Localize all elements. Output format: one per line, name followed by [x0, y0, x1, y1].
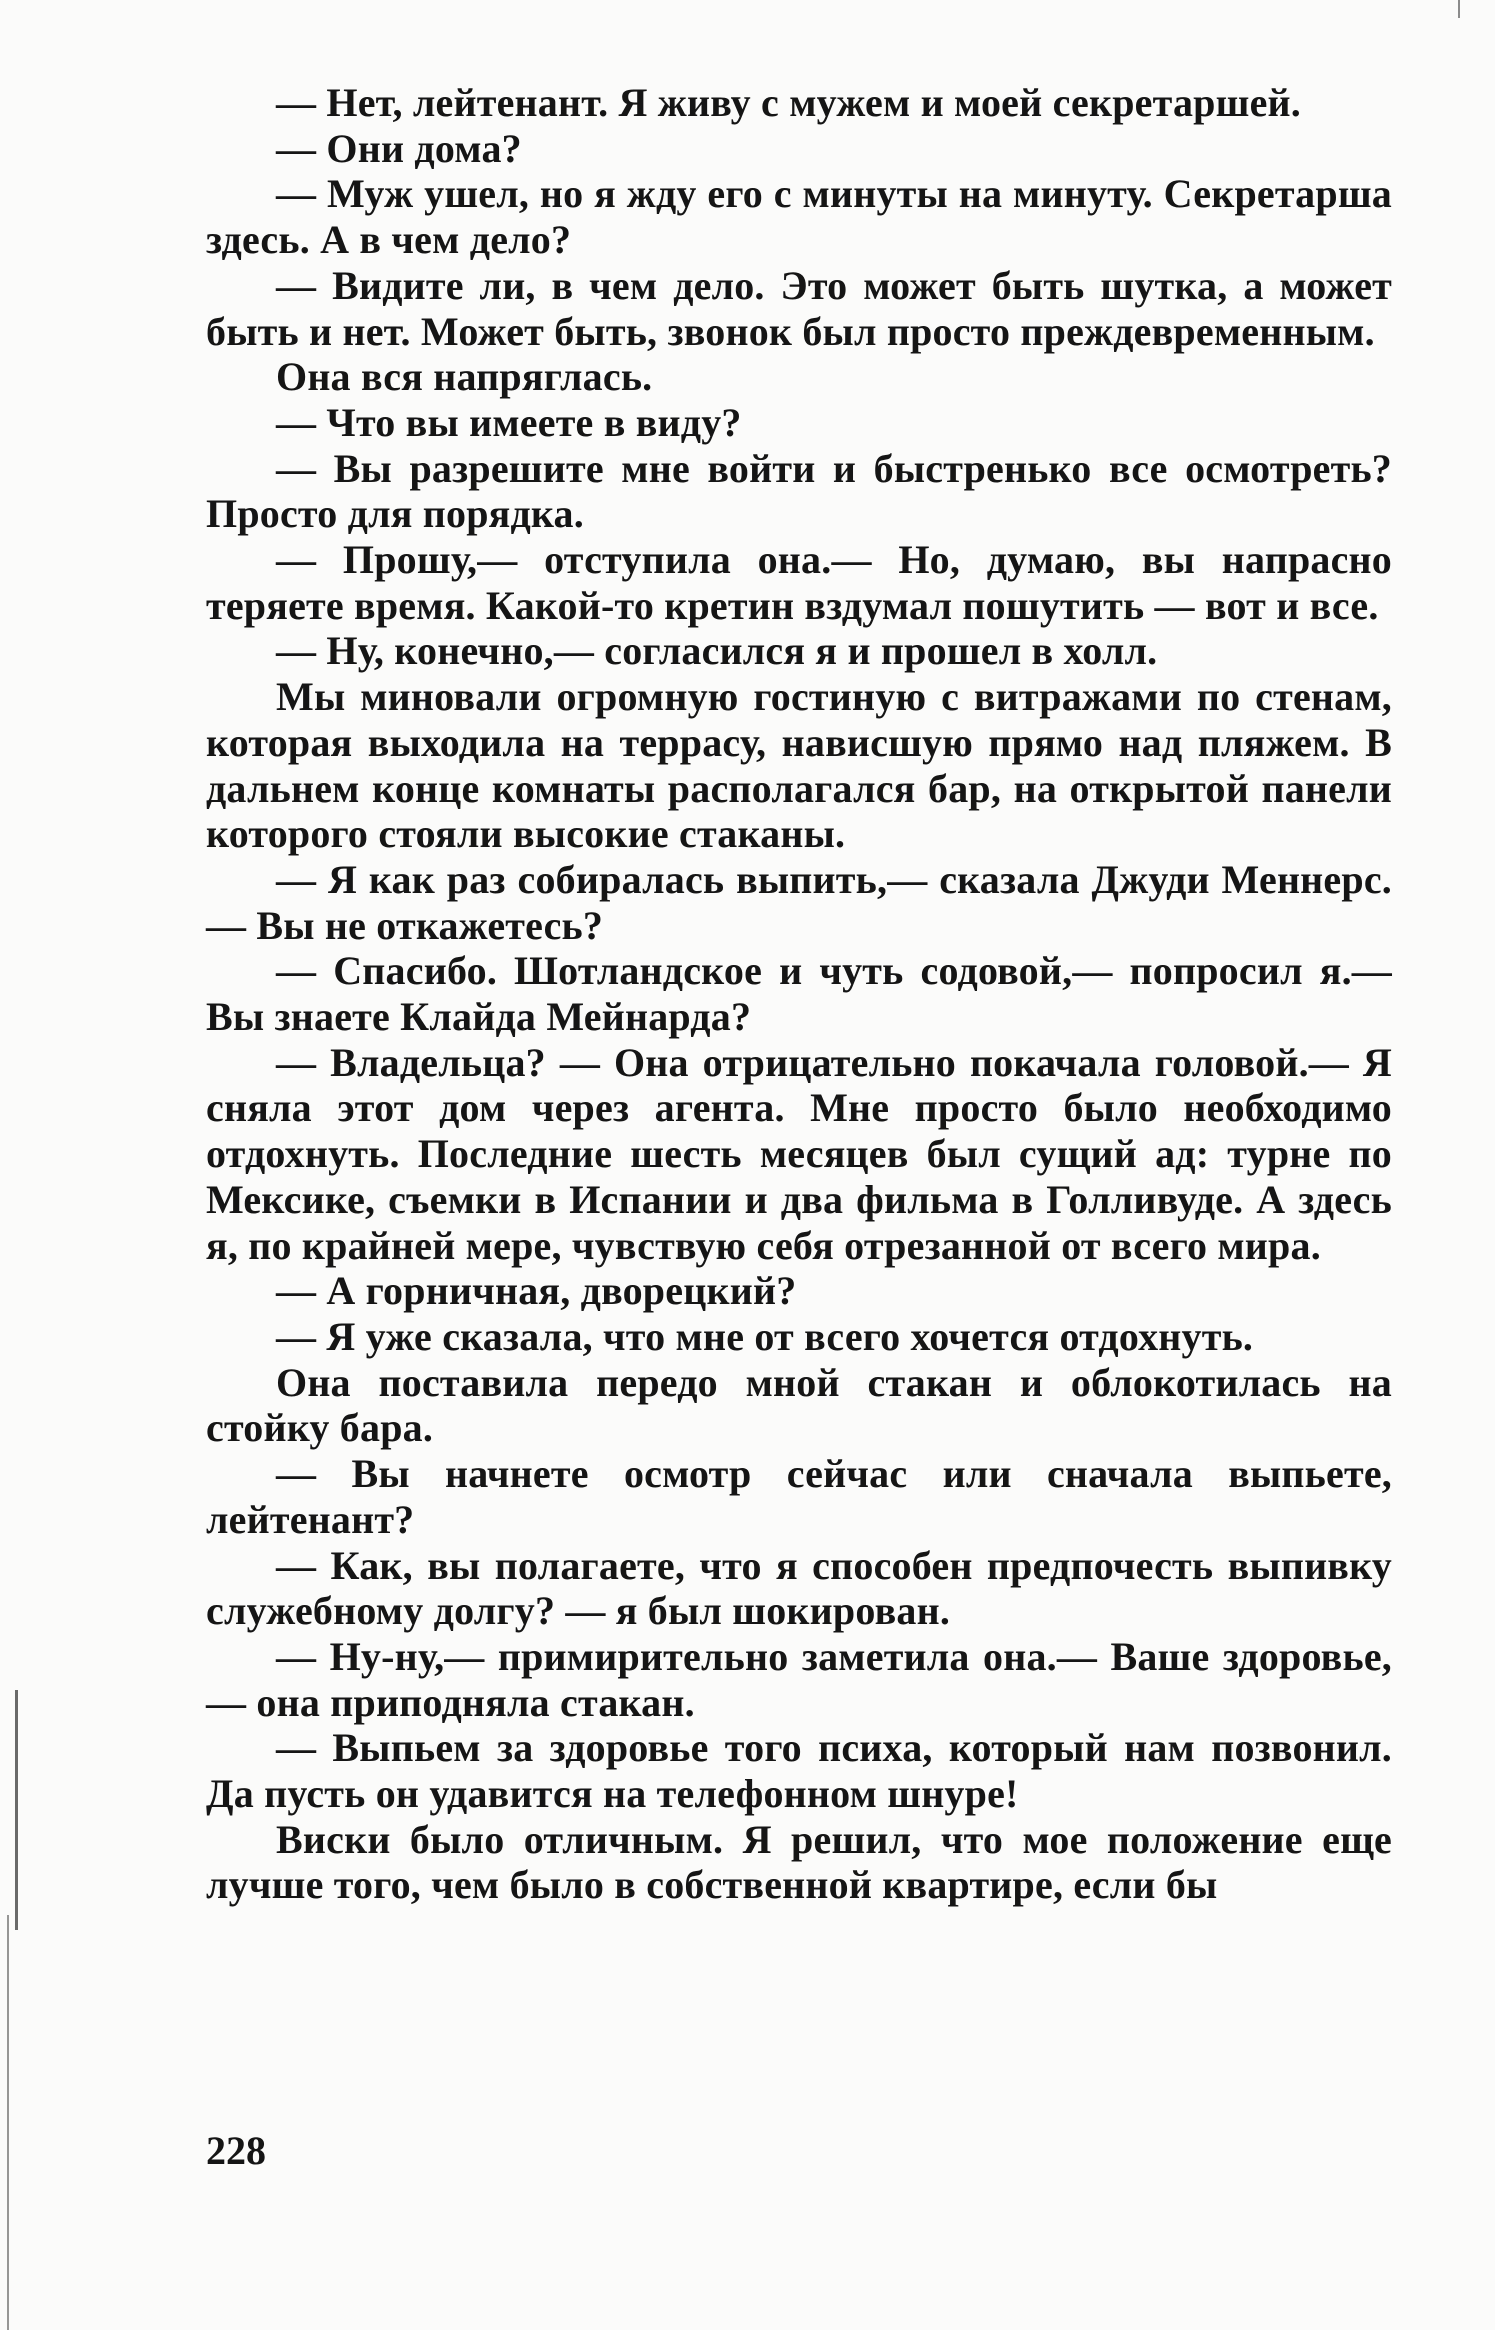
paragraph: — Как, вы полагаете, что я способен предпочесть выпивку служебному долгу? — я был шокирован. [206, 1542, 1392, 1634]
page-body-text [206, 80, 1392, 1908]
paragraph: Виски было отличным. Я решил, что мое положение еще лучше того, чем было в собственной квартире, если бы [206, 1816, 1392, 1908]
paragraph: — Вы начнете осмотр сейчас или сначала выпьете, лейтенант? [206, 1451, 1392, 1542]
paragraph: — Владельца? — Она отрицательно покачала головой.— Я сняла этот дом через агента. Мне просто было необходимо отдохнуть. Последние шесть месяцев был сущий ад: турне по Мексике, съемки в Испании и два фильма в Голливуде. А здесь я, по крайней мере, чувствую себя отрезанной от всего мира. [206, 1039, 1392, 1268]
scan-edge-mark [1458, 0, 1460, 18]
paragraph: — Вы разрешите мне войти и быстренько все осмотреть? Просто для порядка. [206, 445, 1392, 537]
paragraph: — Что вы имеете в виду? [276, 399, 742, 445]
paragraph: Она вся напряглась. [276, 354, 653, 400]
paragraph: — Муж ушел, но я жду его с минуты на минуту. Секретарша здесь. А в чем дело? [206, 171, 1392, 263]
paragraph: — Прошу,— отступила она.— Но, думаю, вы напрасно теряете время. Какой-то кретин вздумал пошутить — вот и все. [206, 537, 1392, 628]
scan-edge-mark [7, 1915, 9, 2330]
paragraph: — Видите ли, в чем дело. Это может быть шутка, а может быть и нет. Может быть, звонок был просто преждевременным. [206, 262, 1392, 354]
paragraph: — Нет, лейтенант. Я живу с мужем и моей секретаршей. [276, 80, 1301, 125]
paragraph: — Выпьем за здоровье того психа, который нам позвонил. Да пусть он удавится на телефонном шнуре! [206, 1725, 1392, 1817]
paragraph: — Ну, конечно,— согласился я и прошел в холл. [276, 628, 1158, 674]
paragraph: — Спасибо. Шотландское и чуть содовой,— попросил я.— Вы знаете Клайда Мейнарда? [206, 948, 1392, 1040]
paragraph: — А горничная, дворецкий? [276, 1268, 797, 1314]
paragraph: Мы миновали огромную гостиную с витражами по стенам, которая выходила на террасу, нависшую прямо над пляжем. В дальнем конце комнаты располагался бар, на открытой панели которого стояли высокие стаканы. [206, 674, 1392, 857]
paragraph: — Ну-ну,— примирительно заметила она.— Ваше здоровье,— она приподняла стакан. [206, 1633, 1392, 1725]
paragraph: — Они дома? [276, 125, 522, 171]
scan-edge-mark [15, 1690, 18, 1930]
page-number: 228 [206, 2128, 266, 2173]
paragraph: — Я уже сказала, что мне от всего хочется отдохнуть. [276, 1313, 1254, 1359]
paragraph: — Я как раз собиралась выпить,— сказала Джуди Меннерс.— Вы не откажетесь? [206, 856, 1392, 948]
paragraph: Она поставила передо мной стакан и облокотилась на стойку бара. [206, 1359, 1392, 1451]
